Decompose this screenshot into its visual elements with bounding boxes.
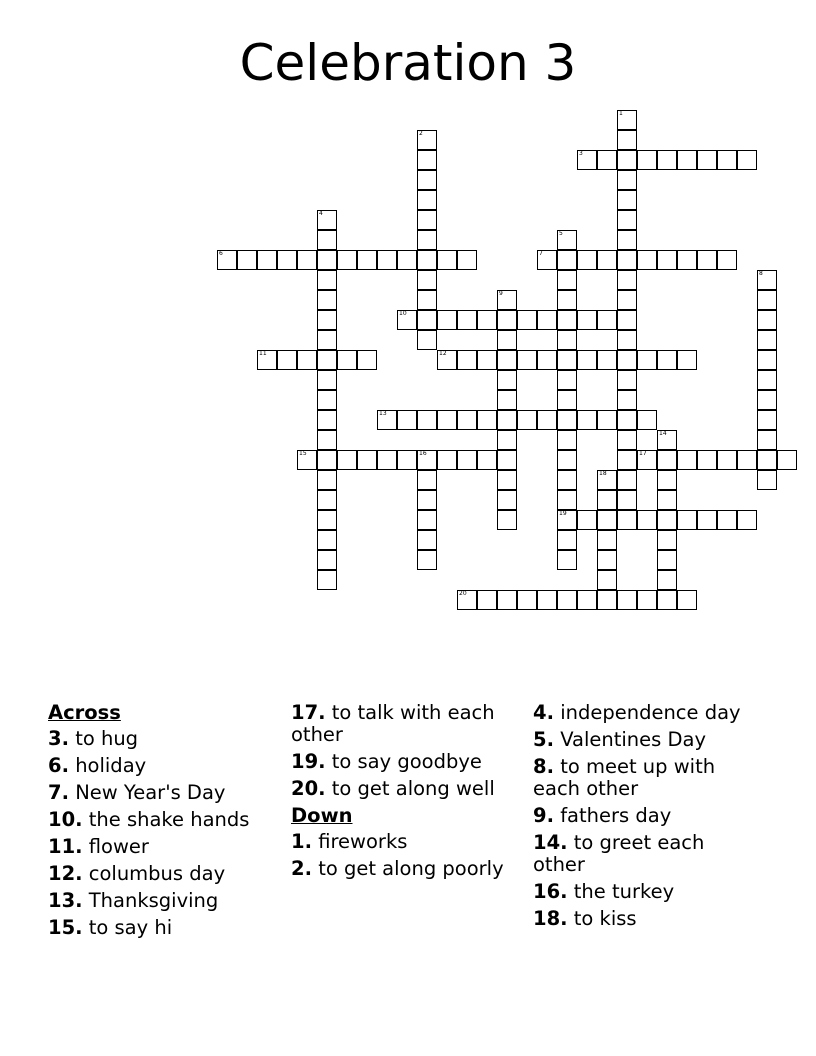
- grid-cell[interactable]: [597, 570, 617, 590]
- grid-cell[interactable]: [317, 530, 337, 550]
- grid-cell[interactable]: [717, 450, 737, 470]
- grid-cell[interactable]: [557, 370, 577, 390]
- across-clue: [48, 890, 278, 912]
- grid-cell[interactable]: [497, 430, 517, 450]
- grid-cell[interactable]: [597, 250, 617, 270]
- grid-cell[interactable]: [517, 590, 537, 610]
- grid-cell[interactable]: [417, 450, 437, 470]
- grid-cell[interactable]: [357, 350, 377, 370]
- across-heading: Across: [48, 701, 121, 724]
- grid-cell[interactable]: [317, 410, 337, 430]
- grid-cell[interactable]: [317, 390, 337, 410]
- grid-cell[interactable]: [617, 270, 637, 290]
- grid-cell[interactable]: [497, 470, 517, 490]
- grid-cell[interactable]: [657, 350, 677, 370]
- grid-cell[interactable]: [617, 390, 637, 410]
- grid-cell[interactable]: [557, 450, 577, 470]
- grid-cell[interactable]: [417, 130, 437, 150]
- grid-cell[interactable]: [597, 510, 617, 530]
- across-clue: [48, 917, 278, 939]
- grid-cell[interactable]: [457, 350, 477, 370]
- down-clue: [533, 805, 753, 827]
- grid-cell[interactable]: [657, 450, 677, 470]
- clue-text: New Year's Day: [75, 781, 226, 804]
- clue-text: to talk with each other: [291, 701, 495, 746]
- grid-cell[interactable]: [337, 250, 357, 270]
- clue-number-label: 1.: [291, 830, 312, 853]
- grid-cell[interactable]: [477, 410, 497, 430]
- grid-cell[interactable]: [377, 450, 397, 470]
- grid-cell[interactable]: [657, 570, 677, 590]
- down-clue: [533, 729, 753, 751]
- grid-cell[interactable]: [257, 250, 277, 270]
- clue-text: flower: [88, 835, 149, 858]
- across-clue: [48, 755, 278, 777]
- clue-number-label: 10.: [48, 808, 83, 831]
- grid-cell[interactable]: [437, 350, 457, 370]
- grid-cell[interactable]: [557, 510, 577, 530]
- grid-cell[interactable]: [617, 130, 637, 150]
- grid-cell[interactable]: [617, 170, 637, 190]
- clue-number-label: 2.: [291, 857, 312, 880]
- grid-cell[interactable]: [317, 550, 337, 570]
- clue-text: fathers day: [560, 804, 672, 827]
- grid-cell[interactable]: [637, 590, 657, 610]
- grid-cell[interactable]: [477, 350, 497, 370]
- clue-text: to say goodbye: [331, 750, 482, 773]
- clue-number: 13: [379, 410, 387, 417]
- clue-number-label: 17.: [291, 701, 326, 724]
- grid-cell[interactable]: [597, 310, 617, 330]
- grid-cell[interactable]: [217, 250, 237, 270]
- grid-cell[interactable]: [497, 490, 517, 510]
- down-clue: [291, 858, 521, 880]
- clue-number: 1: [619, 110, 623, 117]
- grid-cell[interactable]: [537, 250, 557, 270]
- grid-cell[interactable]: [437, 410, 457, 430]
- grid-cell[interactable]: [537, 310, 557, 330]
- clue-number-label: 16.: [533, 880, 568, 903]
- grid-cell[interactable]: [557, 590, 577, 610]
- grid-cell[interactable]: [257, 350, 277, 370]
- grid-cell[interactable]: [377, 410, 397, 430]
- clue-column-1: [48, 702, 278, 944]
- clue-number: 4: [319, 210, 323, 217]
- clue-number: 19: [559, 510, 567, 517]
- clue-text: Thanksgiving: [88, 889, 219, 912]
- grid-cell[interactable]: [597, 530, 617, 550]
- grid-cell[interactable]: [677, 250, 697, 270]
- grid-cell[interactable]: [657, 150, 677, 170]
- grid-cell[interactable]: [617, 410, 637, 430]
- grid-cell[interactable]: [497, 450, 517, 470]
- grid-cell[interactable]: [457, 310, 477, 330]
- grid-cell[interactable]: [697, 250, 717, 270]
- grid-cell[interactable]: [757, 290, 777, 310]
- clue-number-label: 20.: [291, 777, 326, 800]
- grid-cell[interactable]: [397, 250, 417, 270]
- grid-cell[interactable]: [557, 430, 577, 450]
- grid-cell[interactable]: [537, 410, 557, 430]
- grid-cell[interactable]: [317, 290, 337, 310]
- grid-cell[interactable]: [297, 250, 317, 270]
- clue-number: 11: [259, 350, 267, 357]
- grid-cell[interactable]: [697, 450, 717, 470]
- grid-cell[interactable]: [637, 450, 657, 470]
- across-clue: [48, 836, 278, 858]
- grid-cell[interactable]: [457, 410, 477, 430]
- grid-cell[interactable]: [317, 270, 337, 290]
- grid-cell[interactable]: [657, 430, 677, 450]
- grid-cell[interactable]: [617, 590, 637, 610]
- clue-text: to get along poorly: [318, 857, 504, 880]
- grid-cell[interactable]: [517, 410, 537, 430]
- grid-cell[interactable]: [317, 490, 337, 510]
- grid-cell[interactable]: [597, 350, 617, 370]
- clue-number: 15: [299, 450, 307, 457]
- grid-cell[interactable]: [317, 250, 337, 270]
- across-clue: [48, 782, 278, 804]
- grid-cell[interactable]: [417, 190, 437, 210]
- grid-cell[interactable]: [437, 450, 457, 470]
- grid-cell[interactable]: [517, 310, 537, 330]
- grid-cell[interactable]: [597, 490, 617, 510]
- grid-cell[interactable]: [617, 470, 637, 490]
- grid-cell[interactable]: [677, 450, 697, 470]
- grid-cell[interactable]: [497, 290, 517, 310]
- grid-cell[interactable]: [417, 410, 437, 430]
- grid-cell[interactable]: [317, 450, 337, 470]
- grid-cell[interactable]: [697, 150, 717, 170]
- clue-number-label: 8.: [533, 755, 554, 778]
- grid-cell[interactable]: [617, 490, 637, 510]
- grid-cell[interactable]: [237, 250, 257, 270]
- grid-cell[interactable]: [417, 250, 437, 270]
- grid-cell[interactable]: [497, 330, 517, 350]
- clue-text: independence day: [560, 701, 741, 724]
- grid-cell[interactable]: [617, 210, 637, 230]
- grid-cell[interactable]: [657, 590, 677, 610]
- grid-cell[interactable]: [677, 150, 697, 170]
- grid-cell[interactable]: [497, 390, 517, 410]
- grid-cell[interactable]: [677, 590, 697, 610]
- grid-cell[interactable]: [317, 310, 337, 330]
- grid-cell[interactable]: [557, 470, 577, 490]
- grid-cell[interactable]: [557, 410, 577, 430]
- grid-cell[interactable]: [597, 590, 617, 610]
- down-clue: [533, 702, 753, 724]
- grid-cell[interactable]: [757, 270, 777, 290]
- clue-number-label: 18.: [533, 907, 568, 930]
- down-clue: [533, 832, 753, 876]
- across-clue: [291, 751, 521, 773]
- grid-cell[interactable]: [317, 570, 337, 590]
- grid-cell[interactable]: [397, 310, 417, 330]
- grid-cell[interactable]: [277, 350, 297, 370]
- grid-cell[interactable]: [617, 350, 637, 370]
- grid-cell[interactable]: [497, 410, 517, 430]
- grid-cell[interactable]: [417, 290, 437, 310]
- grid-cell[interactable]: [617, 330, 637, 350]
- grid-cell[interactable]: [577, 350, 597, 370]
- grid-cell[interactable]: [597, 150, 617, 170]
- clue-number-label: 19.: [291, 750, 326, 773]
- grid-cell[interactable]: [377, 250, 397, 270]
- clue-text: the turkey: [573, 880, 675, 903]
- across-clue: [48, 809, 278, 831]
- grid-cell[interactable]: [397, 410, 417, 430]
- grid-cell[interactable]: [657, 470, 677, 490]
- grid-cell[interactable]: [557, 230, 577, 250]
- clue-number: 6: [219, 250, 223, 257]
- grid-cell[interactable]: [657, 490, 677, 510]
- clue-number-label: 11.: [48, 835, 83, 858]
- clue-number-label: 7.: [48, 781, 69, 804]
- grid-cell[interactable]: [417, 470, 437, 490]
- clue-number-label: 12.: [48, 862, 83, 885]
- grid-cell[interactable]: [417, 230, 437, 250]
- down-heading: Down: [291, 804, 353, 827]
- clue-number: 16: [419, 450, 427, 457]
- grid-cell[interactable]: [337, 350, 357, 370]
- grid-cell[interactable]: [417, 270, 437, 290]
- grid-cell[interactable]: [617, 450, 637, 470]
- clue-text: to kiss: [573, 907, 637, 930]
- grid-cell[interactable]: [657, 250, 677, 270]
- grid-cell[interactable]: [757, 370, 777, 390]
- grid-cell[interactable]: [297, 450, 317, 470]
- grid-cell[interactable]: [617, 230, 637, 250]
- grid-cell[interactable]: [417, 170, 437, 190]
- grid-cell[interactable]: [677, 510, 697, 530]
- grid-cell[interactable]: [717, 250, 737, 270]
- grid-cell[interactable]: [637, 510, 657, 530]
- clue-number: 10: [399, 310, 407, 317]
- grid-cell[interactable]: [577, 590, 597, 610]
- grid-cell[interactable]: [737, 150, 757, 170]
- down-clue: [533, 881, 753, 903]
- clue-number-label: 9.: [533, 804, 554, 827]
- grid-cell[interactable]: [677, 350, 697, 370]
- clue-number-label: 4.: [533, 701, 554, 724]
- grid-cell[interactable]: [777, 450, 797, 470]
- grid-cell[interactable]: [617, 250, 637, 270]
- grid-cell[interactable]: [277, 250, 297, 270]
- clue-number: 12: [439, 350, 447, 357]
- grid-cell[interactable]: [577, 410, 597, 430]
- clue-number: 3: [579, 150, 583, 157]
- grid-cell[interactable]: [357, 450, 377, 470]
- grid-cell[interactable]: [617, 190, 637, 210]
- clue-number: 17: [639, 450, 647, 457]
- puzzle-title: Celebration 3: [239, 34, 577, 92]
- grid-cell[interactable]: [317, 210, 337, 230]
- grid-cell[interactable]: [757, 470, 777, 490]
- grid-cell[interactable]: [317, 510, 337, 530]
- grid-cell[interactable]: [697, 510, 717, 530]
- clue-number: 7: [539, 250, 543, 257]
- grid-cell[interactable]: [637, 410, 657, 430]
- clue-number: 8: [759, 270, 763, 277]
- grid-cell[interactable]: [617, 430, 637, 450]
- grid-cell[interactable]: [557, 310, 577, 330]
- across-clue: [48, 863, 278, 885]
- grid-cell[interactable]: [557, 350, 577, 370]
- clue-text: columbus day: [88, 862, 226, 885]
- grid-cell[interactable]: [417, 490, 437, 510]
- grid-cell[interactable]: [757, 410, 777, 430]
- clue-number: 9: [499, 290, 503, 297]
- clue-text: to meet up with each other: [533, 755, 716, 800]
- clue-text: fireworks: [318, 830, 408, 853]
- grid-cell[interactable]: [397, 450, 417, 470]
- grid-cell[interactable]: [457, 250, 477, 270]
- grid-cell[interactable]: [557, 530, 577, 550]
- grid-cell[interactable]: [717, 150, 737, 170]
- grid-cell[interactable]: [557, 270, 577, 290]
- grid-cell[interactable]: [737, 450, 757, 470]
- clue-number-label: 6.: [48, 754, 69, 777]
- down-clue: [533, 908, 753, 930]
- clue-text: to get along well: [331, 777, 495, 800]
- grid-cell[interactable]: [577, 150, 597, 170]
- grid-cell[interactable]: [317, 430, 337, 450]
- grid-cell[interactable]: [617, 370, 637, 390]
- grid-cell[interactable]: [437, 310, 457, 330]
- clue-text: holiday: [75, 754, 147, 777]
- clue-number-label: 3.: [48, 727, 69, 750]
- grid-cell[interactable]: [557, 330, 577, 350]
- clue-text: the shake hands: [88, 808, 250, 831]
- grid-cell[interactable]: [477, 310, 497, 330]
- clue-number-label: 15.: [48, 916, 83, 939]
- clue-number: 14: [659, 430, 667, 437]
- grid-cell[interactable]: [617, 290, 637, 310]
- grid-cell[interactable]: [597, 550, 617, 570]
- grid-cell[interactable]: [557, 390, 577, 410]
- clue-number: 5: [559, 230, 563, 237]
- grid-cell[interactable]: [637, 250, 657, 270]
- grid-cell[interactable]: [517, 350, 537, 370]
- clue-number: 2: [419, 130, 423, 137]
- grid-cell[interactable]: [317, 470, 337, 490]
- grid-cell[interactable]: [757, 450, 777, 470]
- grid-cell[interactable]: [717, 510, 737, 530]
- grid-cell[interactable]: [417, 550, 437, 570]
- grid-cell[interactable]: [617, 150, 637, 170]
- grid-cell[interactable]: [657, 510, 677, 530]
- grid-cell[interactable]: [557, 550, 577, 570]
- grid-cell[interactable]: [317, 350, 337, 370]
- clue-number-label: 13.: [48, 889, 83, 912]
- clue-text: to say hi: [88, 916, 173, 939]
- clue-text: to greet each other: [533, 831, 705, 876]
- clue-number-label: 5.: [533, 728, 554, 751]
- grid-cell[interactable]: [497, 590, 517, 610]
- grid-cell[interactable]: [417, 310, 437, 330]
- grid-cell[interactable]: [617, 310, 637, 330]
- grid-cell[interactable]: [477, 590, 497, 610]
- grid-cell[interactable]: [597, 470, 617, 490]
- grid-cell[interactable]: [337, 450, 357, 470]
- grid-cell[interactable]: [537, 590, 557, 610]
- grid-cell[interactable]: [477, 450, 497, 470]
- clue-number: 18: [599, 470, 607, 477]
- grid-cell[interactable]: [317, 330, 337, 350]
- grid-cell[interactable]: [757, 330, 777, 350]
- clue-number: 20: [459, 590, 467, 597]
- grid-cell[interactable]: [657, 530, 677, 550]
- grid-cell[interactable]: [537, 350, 557, 370]
- grid-cell[interactable]: [497, 510, 517, 530]
- grid-cell[interactable]: [497, 310, 517, 330]
- grid-cell[interactable]: [657, 550, 677, 570]
- grid-cell[interactable]: [297, 350, 317, 370]
- grid-cell[interactable]: [417, 150, 437, 170]
- grid-cell[interactable]: [557, 250, 577, 270]
- grid-cell[interactable]: [317, 370, 337, 390]
- clue-text: Valentines Day: [560, 728, 707, 751]
- grid-cell[interactable]: [357, 250, 377, 270]
- grid-cell[interactable]: [757, 310, 777, 330]
- grid-cell[interactable]: [597, 410, 617, 430]
- grid-cell[interactable]: [557, 490, 577, 510]
- grid-cell[interactable]: [497, 370, 517, 390]
- grid-cell[interactable]: [757, 350, 777, 370]
- across-clue: [291, 778, 521, 800]
- across-clue: [291, 702, 521, 746]
- grid-cell[interactable]: [317, 230, 337, 250]
- clue-column-2: [291, 702, 521, 885]
- grid-cell[interactable]: [637, 150, 657, 170]
- grid-cell[interactable]: [577, 510, 597, 530]
- grid-cell[interactable]: [417, 210, 437, 230]
- grid-cell[interactable]: [577, 310, 597, 330]
- clue-number-label: 14.: [533, 831, 568, 854]
- grid-cell[interactable]: [757, 390, 777, 410]
- grid-cell[interactable]: [457, 450, 477, 470]
- down-clue: [291, 831, 521, 853]
- down-clue: [533, 756, 753, 800]
- grid-cell[interactable]: [617, 110, 637, 130]
- grid-cell[interactable]: [417, 510, 437, 530]
- clue-text: to hug: [75, 727, 139, 750]
- grid-cell[interactable]: [577, 250, 597, 270]
- grid-cell[interactable]: [757, 430, 777, 450]
- grid-cell[interactable]: [437, 250, 457, 270]
- grid-cell[interactable]: [417, 530, 437, 550]
- across-clue: [48, 728, 278, 750]
- grid-cell[interactable]: [617, 510, 637, 530]
- grid-cell[interactable]: [637, 350, 657, 370]
- grid-cell[interactable]: [497, 350, 517, 370]
- grid-cell[interactable]: [457, 590, 477, 610]
- grid-cell[interactable]: [417, 330, 437, 350]
- clue-column-3: [533, 702, 753, 935]
- grid-cell[interactable]: [737, 510, 757, 530]
- grid-cell[interactable]: [557, 290, 577, 310]
